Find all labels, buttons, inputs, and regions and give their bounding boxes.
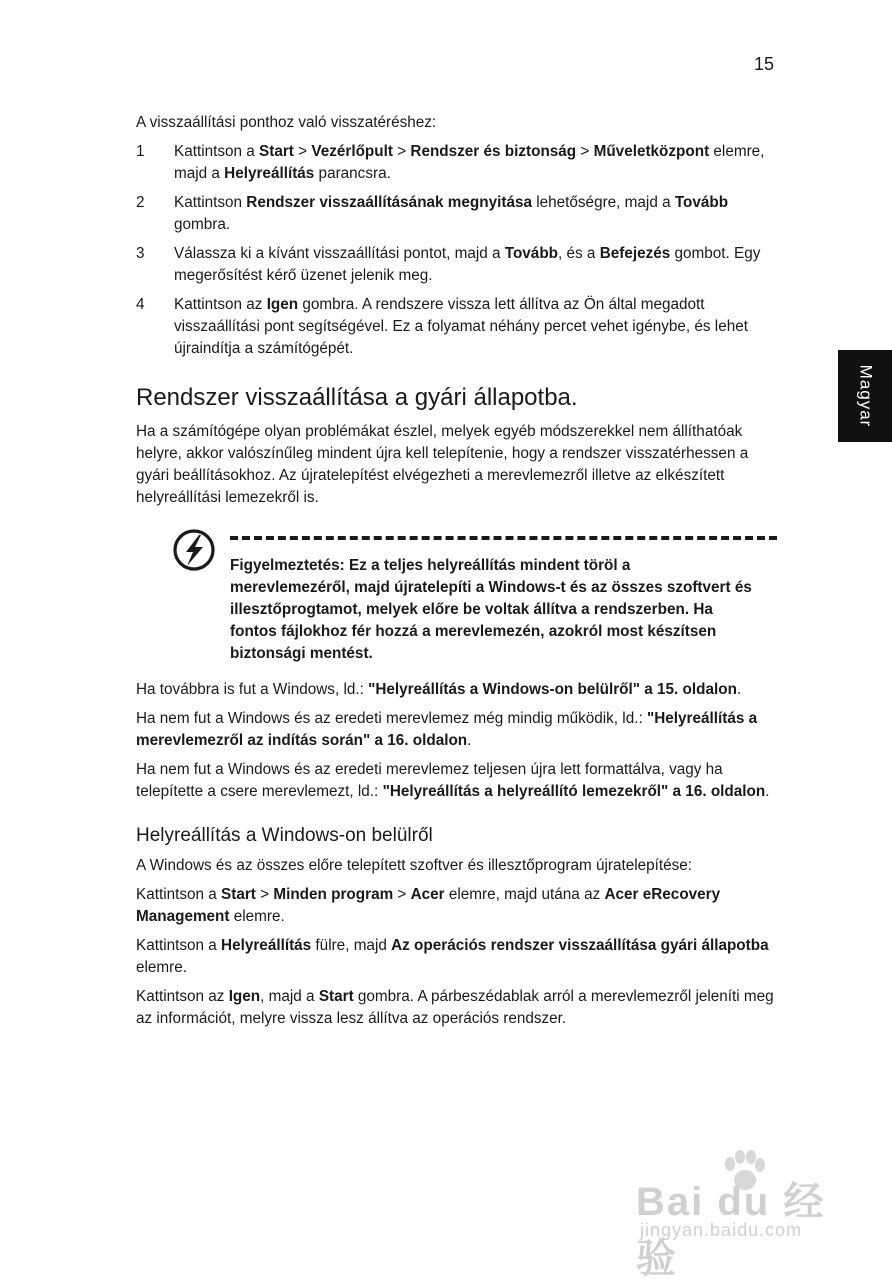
step-item [136,243,776,287]
section-heading: Rendszer visszaállítása a gyári állapotba. [136,384,578,411]
intro-text: A visszaállítási ponthoz való visszatéréshez: [136,114,437,131]
text-run: > [293,143,312,160]
text-run: Kattintson az [174,296,267,313]
text-run: . [736,681,742,698]
text-run: > [255,886,274,903]
step-number: 4 [136,296,145,313]
instruction-paragraph [136,986,776,1030]
step-item [136,294,776,360]
text-run: . [467,732,472,749]
step-number: 2 [136,194,145,211]
warning-box [172,527,776,679]
steps-list [136,141,776,360]
text-run: gombra. A rendszere vissza lett állítva az Ön által megadott visszaállítási pont segítségével. Ez a folyamat néhány percet vehet igénybe, és lehet újraindítja a számítógépét. [174,296,748,357]
page-number: 15 [754,54,775,74]
text-run: gombra. [174,216,231,233]
text-run: elemre, majd a [174,143,765,182]
bold-term: "Helyreállítás a helyreállító lemezekről" a 16. oldalon [382,783,766,800]
bold-term: Műveletközpont [593,143,710,160]
text-run: lehetőségre, majd a [531,194,675,211]
bold-term: Az operációs rendszer visszaállítása gyári állapotba [391,937,769,954]
bold-term: Igen [266,296,299,313]
text-run: Ha nem fut a Windows és az eredeti merevlemez még mindig működik, ld.: [136,710,647,727]
text-run: gombot. Egy megerősítést kérő üzenet jelenik meg. [174,245,761,284]
text-run: A Windows és az összes előre telepített szoftver és illesztőprogram újratelepítése: [136,857,693,874]
reference-paragraph [136,679,776,701]
warning-text: Figyelmeztetés: Ez a teljes helyreállítás mindent töröl a merevlemezéről, majd újratelepíti a Windows-t és az összes szoftvert és illesztőprogtamot, melyek előre be voltak állítva a rendszerben. Ha fontos fájlokhoz fér hozzá a merevlemezén, azokról most készítsen biztonsági mentést. [230,557,752,662]
text-run: , és a [558,245,600,262]
watermark-url: jingyan.baidu.com [640,1220,803,1240]
bold-term: Tovább [504,245,559,262]
bold-term: Acer eRecovery Management [136,886,721,925]
step-text [174,243,776,287]
text-run: elemre. [229,908,285,925]
bold-term: Acer [410,886,445,903]
text-run: > [576,143,594,160]
bold-term: Tovább [674,194,729,211]
step-text [174,141,776,185]
text-run: , majd a [260,988,319,1005]
bold-term: Befejezés [599,245,671,262]
step-text [174,192,776,236]
instruction-paragraph [136,884,776,928]
text-run: Kattintson a [136,937,222,954]
language-tab [838,350,892,442]
text-run: Kattintson az [136,988,229,1005]
text-run: Kattintson [174,194,247,211]
bold-term: Minden program [273,886,394,903]
bold-term: "Helyreállítás a Windows-on belülről" a 15. oldalon [368,681,737,698]
text-run: elemre. [136,959,188,976]
text-run: elemre, majd utána az [444,886,605,903]
section-paragraph: Ha a számítógépe olyan problémákat észlel, melyek egyéb módszerekkel nem állíthatóak helyre, akkor valószínűleg mindent újra kell telepítenie, hogy a rendszer visszatérhessen a gyári beállításokhoz. Az újratelepítést elvégezheti a merevlemezről illetve az elkészített helyreállítási lemezekről is. [136,423,749,506]
text-run: Ha nem fut a Windows és az eredeti merevlemez teljesen újra lett formattálva, vagy ha telepítette a csere merevlemezt, ld.: [136,761,723,800]
reference-paragraph [136,759,776,803]
step-item [136,192,776,236]
text-run: Kattintson a [136,886,222,903]
sub-heading: Helyreállítás a Windows-on belülről [136,825,433,846]
text-run: > [393,886,411,903]
text-run: Kattintson a [174,143,260,160]
bold-term: Vezérlőpult [311,143,393,160]
bold-term: Rendszer visszaállításának megnyitása [246,194,532,211]
bold-term: Start [221,886,256,903]
baidu-watermark [636,1150,866,1281]
text-run: fülre, majd [311,937,392,954]
text-run: > [392,143,411,160]
reference-paragraph [136,708,776,752]
bold-term: Helyreállítás [221,937,312,954]
bold-term: Helyreállítás [224,165,315,182]
step-item [136,141,776,185]
instruction-paragraph [136,855,776,877]
page-content [136,112,776,1037]
text-run: gombra. A párbeszédablak arról a merevlemezről jeleníti meg az információt, melyre vissza lesz állítva az operációs rendszer. [136,988,774,1027]
bold-term: Start [259,143,294,160]
instruction-paragraph [136,935,776,979]
warning-dashed-rule [230,536,777,540]
step-text [174,294,776,360]
bold-term: Start [318,988,354,1005]
language-tab-label: Magyar [856,364,875,428]
watermark-logo: Bai du 经验 [636,1180,826,1281]
text-run: Válassza ki a kívánt visszaállítási pontot, majd a [174,245,505,262]
bold-term: "Helyreállítás a merevlemezről az indítás során" a 16. oldalon [136,710,758,749]
bold-term: Rendszer és biztonság [410,143,577,160]
text-run: parancsra. [314,165,391,182]
warning-lightning-icon [172,528,216,572]
text-run: . [765,783,770,800]
bold-term: Igen [228,988,261,1005]
step-number: 3 [136,245,145,262]
step-number: 1 [136,143,145,160]
text-run: Ha továbbra is fut a Windows, ld.: [136,681,369,698]
